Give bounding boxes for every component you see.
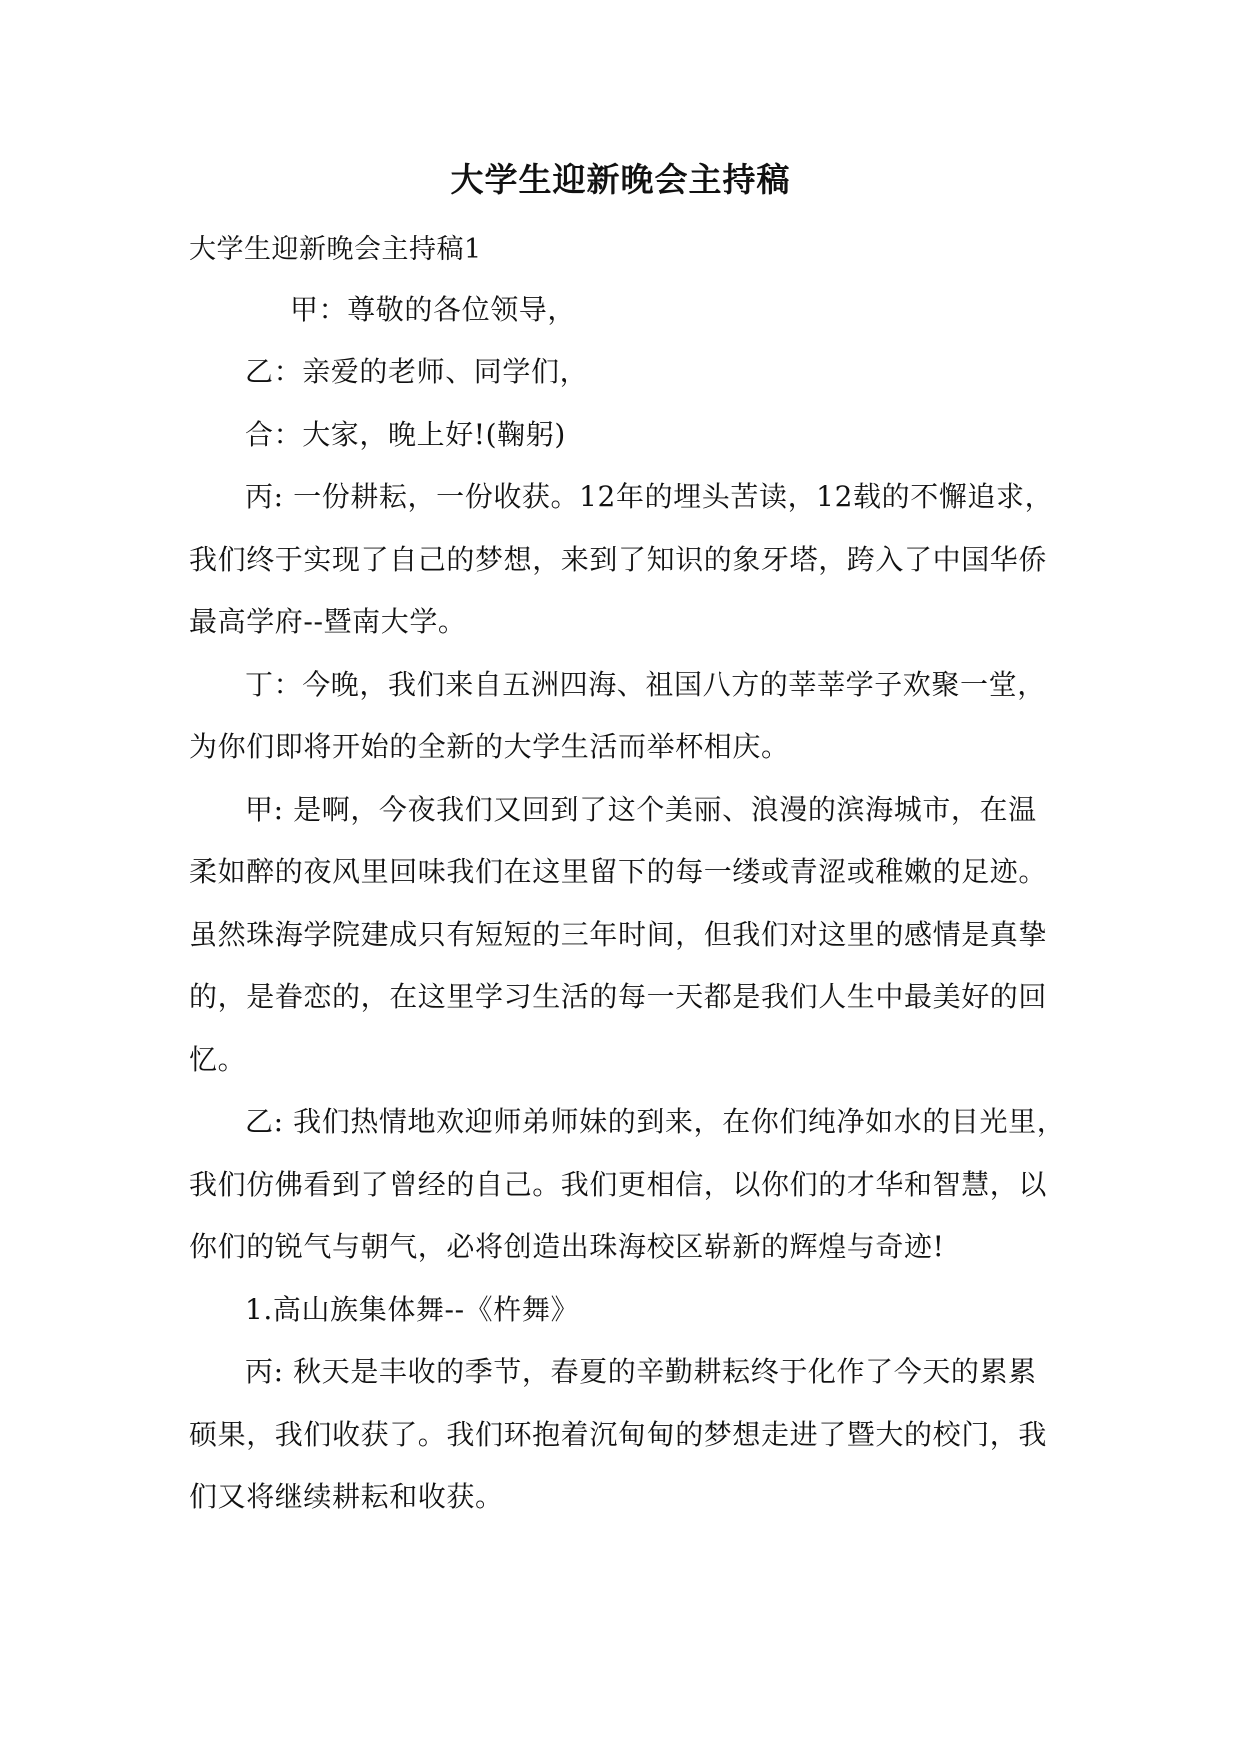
paragraph-line: 的，是眷恋的，在这里学习生活的每一天都是我们人生中最美好的回 xyxy=(189,980,1048,1013)
paragraph-line: 你们的锐气与朝气，必将创造出珠海校区崭新的辉煌与奇迹! xyxy=(189,1230,945,1263)
paragraph-line: 我们仿佛看到了曾经的自己。我们更相信，以你们的才华和智慧，以 xyxy=(189,1168,1048,1201)
section-heading: 大学生迎新晚会主持稿1 xyxy=(189,234,482,265)
paragraph-line: 忆。 xyxy=(189,1043,247,1076)
paragraph-line: 乙: 我们热情地欢迎师弟师妹的到来，在你们纯净如水的目光里， xyxy=(245,1105,1066,1138)
paragraph-line: 我们终于实现了自己的梦想，来到了知识的象牙塔，跨入了中国华侨 xyxy=(189,543,1048,576)
paragraph-line: 丙: 秋天是丰收的季节，春夏的辛勤耕耘终于化作了今天的累累 xyxy=(245,1355,1037,1388)
paragraph-line: 甲：尊敬的各位领导， xyxy=(290,293,577,326)
paragraph-line: 们又将继续耕耘和收获。 xyxy=(189,1480,504,1513)
paragraph-line: 虽然珠海学院建成只有短短的三年时间，但我们对这里的感情是真挚 xyxy=(189,918,1048,951)
paragraph-line: 丙: 一份耕耘，一份收获。12年的埋头苦读，12载的不懈追求， xyxy=(245,480,1054,513)
program-item: 1.高山族集体舞--《杵舞》 xyxy=(245,1293,580,1326)
document-title: 大学生迎新晚会主持稿 xyxy=(450,160,791,199)
paragraph-line: 乙：亲爱的老师、同学们， xyxy=(245,355,589,388)
paragraph-line: 柔如醉的夜风里回味我们在这里留下的每一缕或青涩或稚嫩的足迹。 xyxy=(189,855,1048,888)
paragraph-line: 合：大家，晚上好!(鞠躬) xyxy=(245,418,566,451)
paragraph-line: 甲: 是啊，今夜我们又回到了这个美丽、浪漫的滨海城市，在温 xyxy=(245,793,1037,826)
paragraph-line: 最高学府--暨南大学。 xyxy=(189,605,467,638)
paragraph-line: 为你们即将开始的全新的大学生活而举杯相庆。 xyxy=(189,730,790,763)
paragraph-line: 丁：今晚，我们来自五洲四海、祖国八方的莘莘学子欢聚一堂， xyxy=(245,668,1046,701)
paragraph-line: 硕果，我们收获了。我们环抱着沉甸甸的梦想走进了暨大的校门，我 xyxy=(189,1418,1048,1451)
